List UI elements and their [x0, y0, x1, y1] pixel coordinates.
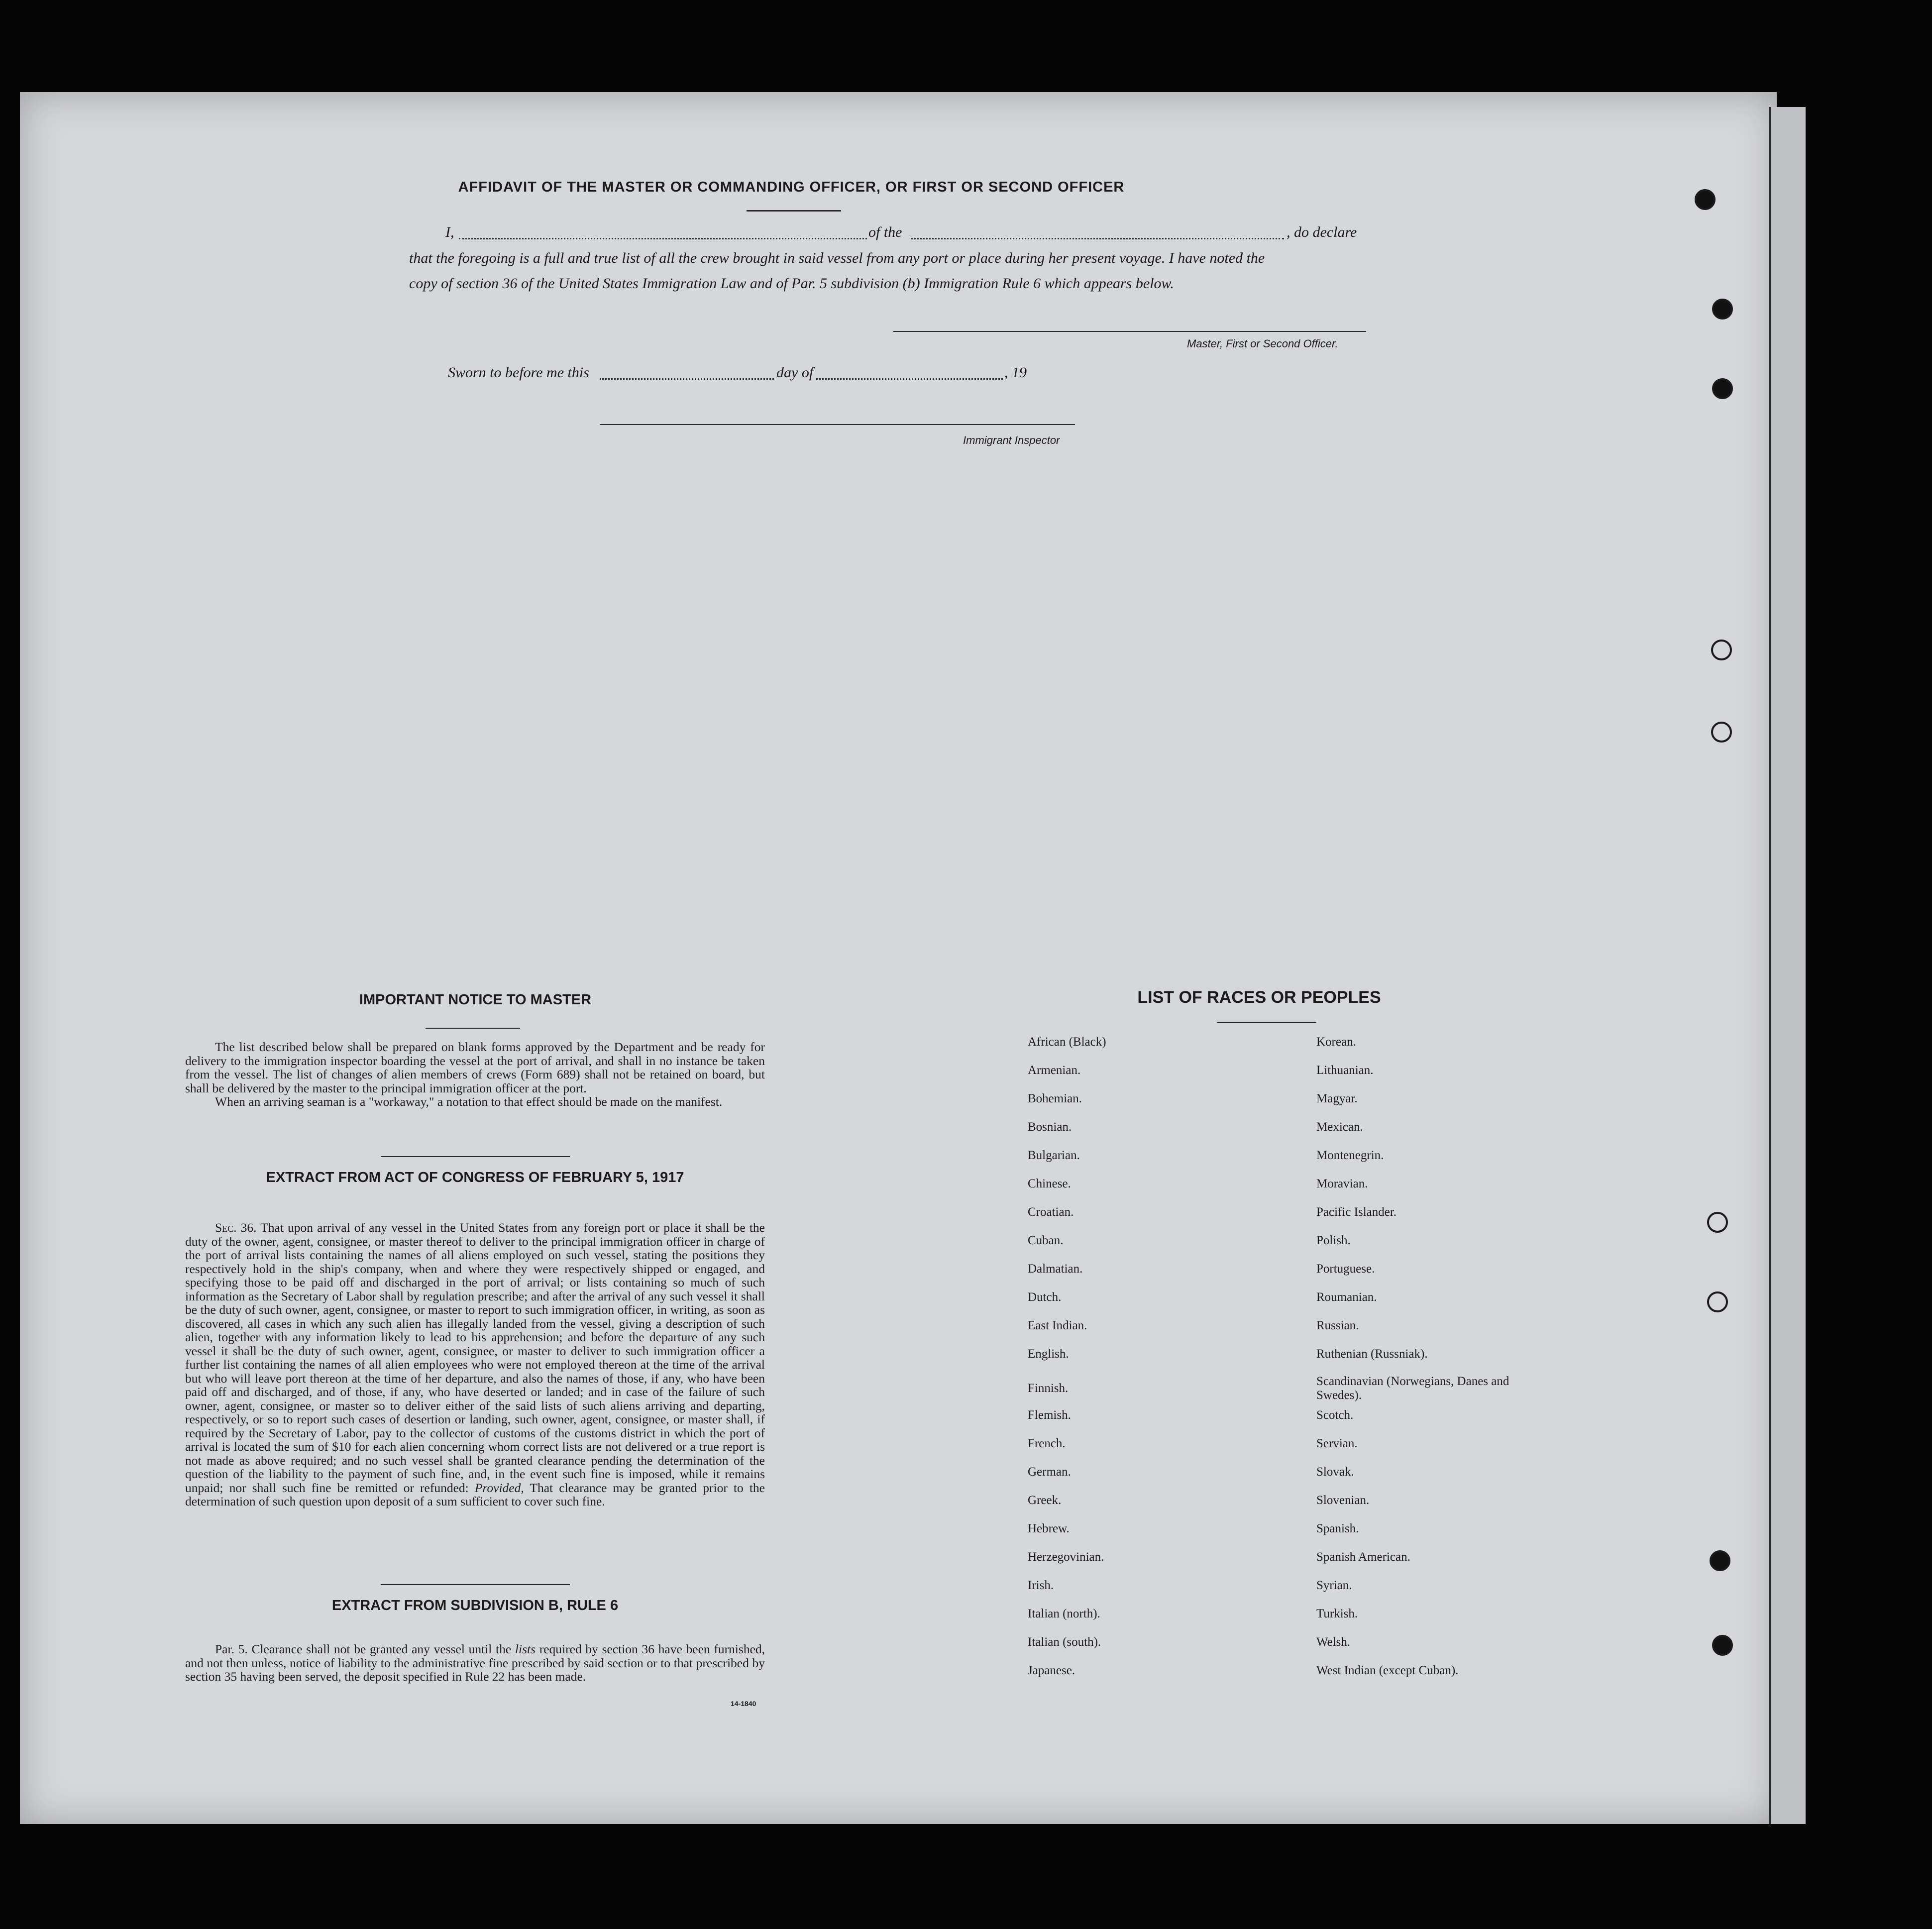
- race-item: German.: [1028, 1465, 1071, 1479]
- race-item: Irish.: [1028, 1579, 1054, 1592]
- race-item: Dutch.: [1028, 1290, 1062, 1304]
- binder-hole: [1711, 640, 1732, 660]
- race-item: English.: [1028, 1347, 1069, 1361]
- title-underline: [747, 210, 841, 212]
- race-item: Montenegrin.: [1316, 1149, 1384, 1162]
- race-item: Bohemian.: [1028, 1092, 1082, 1105]
- inspector-label: Immigrant Inspector: [963, 434, 1060, 446]
- race-item: Hebrew.: [1028, 1522, 1070, 1535]
- binder-hole: [1695, 189, 1716, 210]
- race-item: Scotch.: [1316, 1408, 1354, 1422]
- notice-title: IMPORTANT NOTICE TO MASTER: [359, 992, 592, 1008]
- binder-hole: [1712, 378, 1733, 399]
- race-item: Armenian.: [1028, 1064, 1081, 1077]
- form-number: 14-1840: [731, 1700, 756, 1708]
- binder-hole: [1707, 1212, 1728, 1233]
- race-item: Cuban.: [1028, 1234, 1064, 1247]
- race-item: Spanish.: [1316, 1522, 1359, 1535]
- race-item: Spanish American.: [1316, 1550, 1410, 1564]
- race-item: Russian.: [1316, 1319, 1359, 1332]
- race-item: Roumanian.: [1316, 1290, 1377, 1304]
- race-item: Polish.: [1316, 1234, 1351, 1247]
- binder-hole: [1712, 299, 1733, 320]
- race-item: Flemish.: [1028, 1408, 1071, 1422]
- affidavit-line-3: copy of section 36 of the United States Immigration Law and of Par. 5 subdivision (b) Immigration Rule 6 which appears below.: [409, 275, 1174, 292]
- race-item: Croatian.: [1028, 1205, 1074, 1219]
- race-item: Slovenian.: [1316, 1494, 1370, 1507]
- act-extract-title: EXTRACT FROM ACT OF CONGRESS OF FEBRUARY 5, 1917: [266, 1170, 684, 1185]
- rule-body-a: Par. 5. Clearance shall not be granted any vessel until the: [215, 1642, 512, 1656]
- notice-paragraph-2: When an arriving seaman is a "workaway," a notation to that effect should be made on the manifest.: [215, 1094, 723, 1109]
- race-item: Pacific Islander.: [1316, 1205, 1397, 1219]
- vessel-name-line: [911, 238, 1284, 239]
- races-underline: [1217, 1022, 1316, 1023]
- races-right-column: [1316, 1034, 1525, 1691]
- rule-extract-text: [185, 1642, 765, 1684]
- race-item: Italian (south).: [1028, 1635, 1101, 1649]
- race-item: Chinese.: [1028, 1177, 1071, 1190]
- section-label: Sec. 36.: [215, 1220, 257, 1235]
- affidavit-declare-label: , do declare: [1287, 224, 1357, 240]
- race-item: Welsh.: [1316, 1635, 1351, 1649]
- race-item: Greek.: [1028, 1494, 1062, 1507]
- race-item: Mexican.: [1316, 1120, 1363, 1134]
- race-item: Servian.: [1316, 1437, 1358, 1450]
- race-item: East Indian.: [1028, 1319, 1087, 1332]
- race-item: Finnish.: [1028, 1382, 1069, 1395]
- race-item: Bosnian.: [1028, 1120, 1072, 1134]
- race-item: French.: [1028, 1437, 1066, 1450]
- race-item: Korean.: [1316, 1035, 1356, 1049]
- notice-underline: [426, 1028, 520, 1029]
- section-36-body: That upon arrival of any vessel in the United States from any foreign port or place it shall be the duty of the owner, agent, consignee, or master thereof to deliver to the principal immigration officer in charge of the port of arrival lists containing the names of all aliens employed on such vessel, stating the positions they respectively hold in the ship's company, when and where they were respectively shipped or engaged, and specifying those to be paid off and discharged in the port of arrival; or lists containing so much of such information as the Secretary of Labor shall by regulation prescribe; and after the arrival of any such vessel it shall be the duty of such owner, agent, consignee, or master to report to such immigration officer, in writing, as soon as discovered, all cases in which any such alien has illegally landed from the vessel, giving a description of such alien, together with any information likely to lead to his apprehension; and before the departure of any such vessel it shall be the duty of such owner, agent, consignee, or master to deliver to such immigration officer a further list containing the names of all alien employees who were not employed thereon at the time of the arrival but who will leave port thereon at the time of her departure, and also the names of those, if any, who have been paid off and discharged, and of those, if any, who have deserted or landed; and in case of the failure of such owner, agent, consignee, or master so to deliver either of the said lists of such aliens arriving and departing, respectively, or so to report such cases of desertion or landing, such owner, agent, consignee, or master shall, if required by the Secretary of Labor, pay to the collector of customs of the customs district in which the port of arrival is located the sum of $10 for each alien concerning whom correct lists are not delivered or a true report is not made as above required; and no such vessel shall be granted clearance pending the determination of the question of the liability to the payment of such fine, and, in the event such fine is imposed, while it remains unpaid; nor shall such fine be remitted or refunded:: [185, 1220, 765, 1495]
- affidavit-line-2: that the foregoing is a full and true list of all the crew brought in said vessel from any port or place during her present voyage. I have noted the: [409, 250, 1265, 266]
- race-item: West Indian (except Cuban).: [1316, 1664, 1459, 1677]
- binder-hole: [1712, 1635, 1733, 1656]
- notice-paragraph-1: The list described below shall be prepared on blank forms approved by the Department and be ready for delivery to the immigration inspector boarding the vessel at the port of arrival, and shall in no instance be taken from the vessel. The list of changes of alien members of crews (Form 689) shall not be retained on board, but shall be delivered by the master to the principal immigration officer at the port.: [185, 1040, 765, 1095]
- races-left-column: [1028, 1034, 1257, 1691]
- master-signature-label: Master, First or Second Officer.: [1187, 337, 1338, 350]
- race-item: Syrian.: [1316, 1579, 1352, 1592]
- race-item: Bulgarian.: [1028, 1149, 1080, 1162]
- affidavit-of-label: of the: [868, 224, 902, 240]
- sworn-day-line: [600, 378, 774, 380]
- race-item: Turkish.: [1316, 1607, 1358, 1620]
- binder-hole: [1711, 722, 1732, 743]
- race-item: Lithuanian.: [1316, 1064, 1374, 1077]
- races-title: LIST OF RACES OR PEOPLES: [1137, 988, 1381, 1007]
- sworn-day-label: day of: [776, 364, 814, 381]
- inspector-signature-line: [600, 424, 1075, 425]
- race-item: Herzegovinian.: [1028, 1550, 1104, 1564]
- binder-hole: [1710, 1550, 1730, 1571]
- name-line: [459, 238, 867, 239]
- sworn-label: Sworn to before me this: [448, 364, 589, 381]
- section-divider: [381, 1584, 570, 1585]
- notice-text: [185, 1040, 765, 1109]
- rule-body-lists: lists: [515, 1642, 536, 1656]
- section-divider: [381, 1156, 570, 1157]
- sworn-month-line: [816, 378, 1003, 380]
- race-item: Moravian.: [1316, 1177, 1368, 1190]
- race-item: Scandinavian (Norwegians, Danes and Swedes).: [1316, 1375, 1509, 1402]
- race-item: African (Black): [1028, 1035, 1106, 1049]
- act-extract-text: [185, 1221, 765, 1508]
- underlying-page-edge: [1769, 107, 1806, 1824]
- race-item: Dalmatian.: [1028, 1262, 1083, 1276]
- race-item: Ruthenian (Russniak).: [1316, 1347, 1428, 1361]
- race-item: Japanese.: [1028, 1664, 1075, 1677]
- affidavit-i-label: I,: [445, 224, 454, 240]
- sworn-year-label: , 19: [1004, 364, 1027, 381]
- race-item: Italian (north).: [1028, 1607, 1100, 1620]
- race-item: Portuguese.: [1316, 1262, 1375, 1276]
- rule-body-b: required by section 36 have been furnished, and not then unless, notice of liability to the administrative fine prescribed by said section or to that prescribed by section 35 having been served, the deposit specified in Rule 22 has been made.: [185, 1642, 765, 1684]
- rule-extract-title: EXTRACT FROM SUBDIVISION B, RULE 6: [331, 1598, 619, 1613]
- provided-word: Provided,: [474, 1480, 524, 1495]
- affidavit-title: AFFIDAVIT OF THE MASTER OR COMMANDING OFFICER, OR FIRST OR SECOND OFFICER: [458, 179, 1125, 195]
- binder-hole: [1707, 1291, 1728, 1312]
- master-signature-line: [893, 331, 1366, 332]
- race-item: Slovak.: [1316, 1465, 1354, 1479]
- race-item: Magyar.: [1316, 1092, 1358, 1105]
- section-36-tail: That clearance may be granted prior to the determination of such question upon deposit of a sum sufficient to cover such fine.: [185, 1480, 765, 1508]
